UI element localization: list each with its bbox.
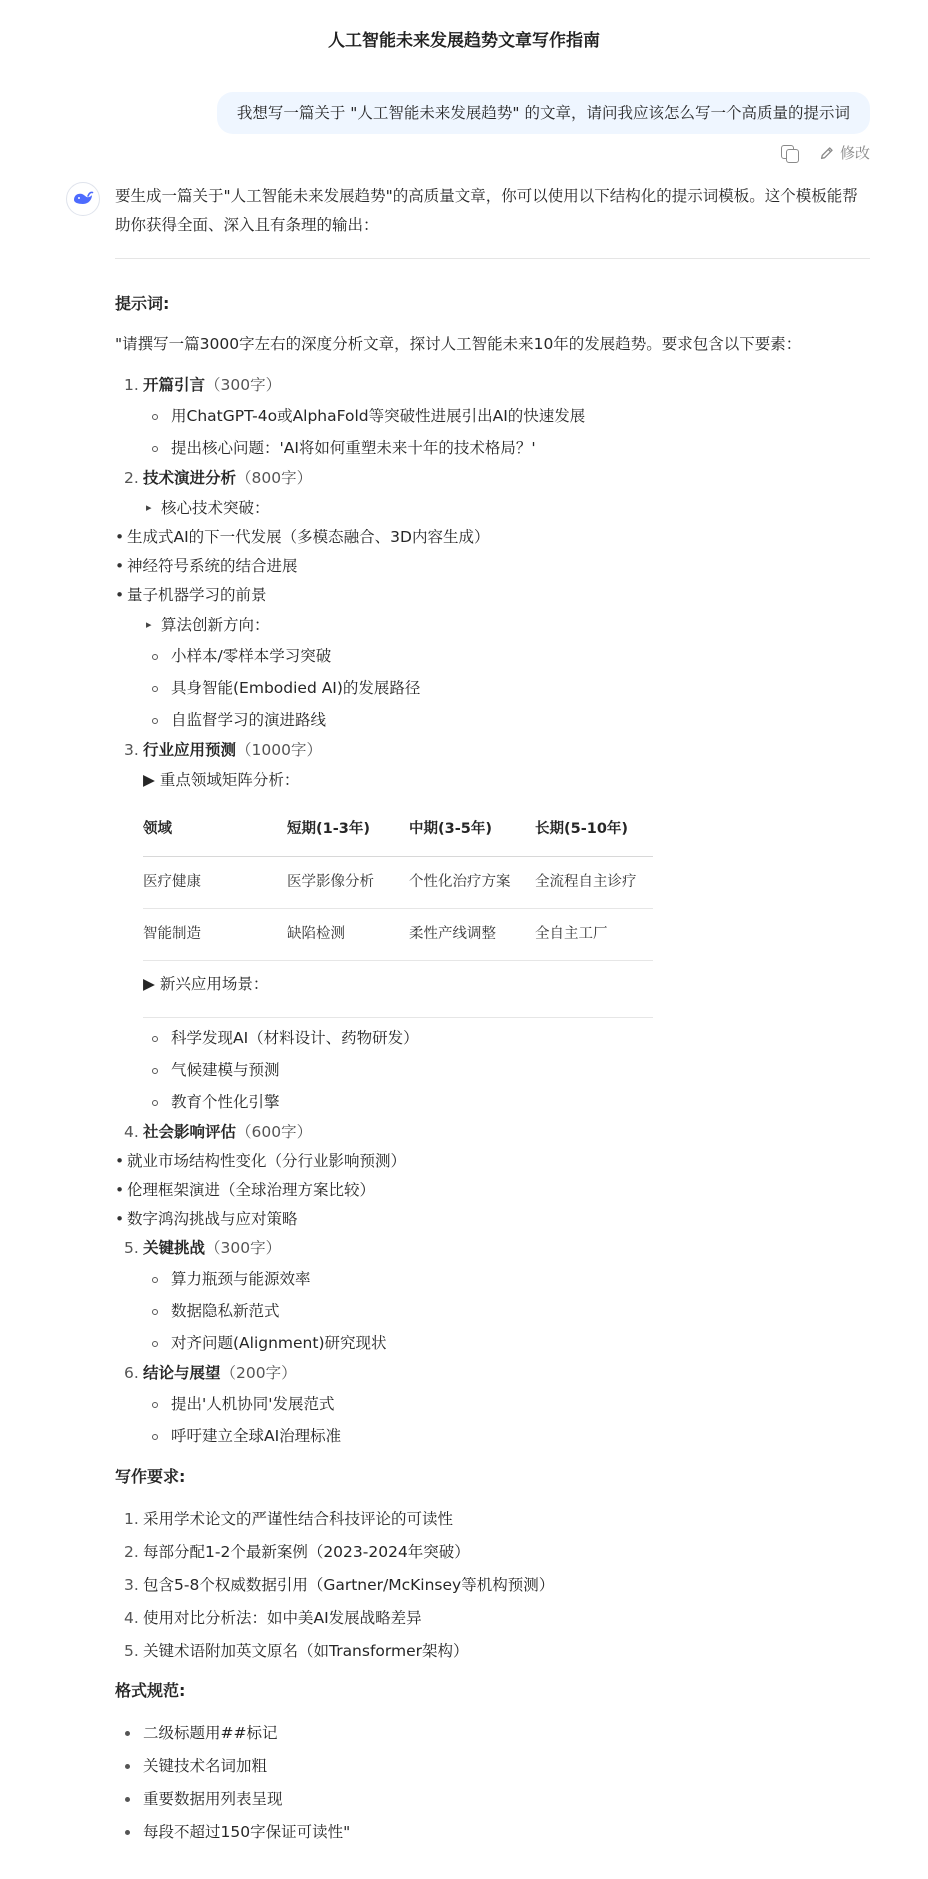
section-number: 3. [124, 741, 139, 759]
answer-intro: 要生成一篇关于"人工智能未来发展趋势"的高质量文章，你可以使用以下结构化的提示词模板。这个模板能帮助你获得全面、深入且有条理的输出： [115, 187, 858, 234]
table-header: 短期(1-3年) [287, 805, 409, 857]
matrix-label: ▶ 重点领域矩阵分析： [143, 771, 300, 789]
item-text: 使用对比分析法：如中美AI发展战略差异 [143, 1609, 422, 1627]
outline-section [115, 464, 870, 736]
edit-button[interactable] [818, 142, 870, 163]
section-title: 关键挑战 [143, 1239, 206, 1257]
table-cell: 智能制造 [143, 909, 287, 961]
list-item: 科学发现AI（材料设计、药物研发） [143, 1022, 653, 1054]
section-number: 1. [124, 376, 139, 394]
edit-label: 修改 [839, 144, 870, 162]
item-text: 采用学术论文的严谨性结合科技评论的可读性 [143, 1510, 454, 1528]
subgroup-label: ▸ 算法创新方向： [143, 610, 870, 640]
table-header-row [143, 805, 653, 857]
domain-matrix-table [143, 805, 653, 961]
user-message: 我想写一篇关于 "人工智能未来发展趋势" 的文章，请问我应该怎么写一个高质量的提示词 [217, 92, 870, 134]
prompt-opening: "请撰写一篇3000字左右的深度分析文章，探讨人工智能未来10年的发展趋势。要求包含以下要素： [115, 335, 802, 353]
table-row [143, 909, 653, 961]
item-number: 4. [124, 1609, 139, 1627]
list-item: 提出核心问题：'AI将如何重塑未来十年的技术格局？' [143, 432, 870, 464]
list-item: 数据隐私新范式 [143, 1295, 870, 1327]
outline-section [115, 1118, 870, 1234]
section-number: 4. [124, 1123, 139, 1141]
list-item [115, 1503, 870, 1536]
table-cell: 个性化治疗方案 [409, 857, 535, 909]
outline-section [115, 371, 870, 464]
section-wordcount: （600字） [236, 1123, 313, 1141]
item-text: 包含5-8个权威数据引用（Gartner/McKinsey等机构预测） [143, 1576, 555, 1594]
table-row [143, 857, 653, 909]
table-cell: 全流程自主诊疗 [535, 857, 653, 909]
list-item [115, 1536, 870, 1569]
section-number: 5. [124, 1239, 139, 1257]
list-item: • 生成式AI的下一代发展（多模态融合、3D内容生成） [115, 523, 870, 552]
item-number: 3. [124, 1576, 139, 1594]
list-item: • 数字鸿沟挑战与应对策略 [115, 1205, 870, 1234]
list-item: 对齐问题(Alignment)研究现状 [143, 1327, 870, 1359]
emerging-list [143, 1017, 653, 1118]
assistant-answer [115, 182, 870, 1849]
list-item: 重要数据用列表呈现 [115, 1783, 870, 1816]
message-actions [780, 142, 870, 163]
list-item [115, 1602, 870, 1635]
item-text: 关键术语附加英文原名（如Transformer架构） [143, 1642, 469, 1660]
list-item: 气候建模与预测 [143, 1054, 653, 1086]
table-cell: 全自主工厂 [535, 909, 653, 961]
copy-icon[interactable] [780, 144, 798, 162]
section-title: 社会影响评估 [143, 1123, 237, 1141]
subgroup-label: ▸ 核心技术突破： [143, 493, 870, 523]
pencil-icon [818, 144, 836, 162]
assistant-avatar [66, 182, 100, 216]
conversation-title: 人工智能未来发展趋势文章写作指南 [328, 31, 600, 51]
list-item: 小样本/零样本学习突破 [143, 640, 870, 672]
list-item: 自监督学习的演进路线 [143, 704, 870, 736]
table-header: 领域 [143, 805, 287, 857]
outline-section [115, 1359, 870, 1452]
section-number: 2. [124, 469, 139, 487]
outline-section [115, 1234, 870, 1359]
item-number: 1. [124, 1510, 139, 1528]
list-item: • 就业市场结构性变化（分行业影响预测） [115, 1147, 870, 1176]
outline-list [115, 371, 870, 1452]
table-header: 中期(3-5年) [409, 805, 535, 857]
format-heading: 格式规范: [115, 1681, 186, 1700]
list-item: 具身智能(Embodied AI)的发展路径 [143, 672, 870, 704]
section-wordcount: （1000字） [236, 741, 322, 759]
list-item [115, 1569, 870, 1602]
item-number: 5. [124, 1642, 139, 1660]
list-item: 二级标题用##标记 [115, 1717, 870, 1750]
table-cell: 医疗健康 [143, 857, 287, 909]
section-wordcount: （300字） [205, 376, 282, 394]
list-item: 用ChatGPT-4o或AlphaFold等突破性进展引出AI的快速发展 [143, 400, 870, 432]
format-spec-list [115, 1717, 870, 1849]
list-item: 每段不超过150字保证可读性" [115, 1816, 870, 1849]
section-title: 开篇引言 [143, 376, 206, 394]
prompt-heading: 提示词: [115, 294, 170, 313]
item-text: 每部分配1-2个最新案例（2023-2024年突破） [143, 1543, 470, 1561]
writing-requirements-list [115, 1503, 870, 1668]
section-title: 行业应用预测 [143, 741, 237, 759]
section-wordcount: （300字） [205, 1239, 282, 1257]
outline-section [115, 736, 870, 1118]
table-cell: 柔性产线调整 [409, 909, 535, 961]
table-cell: 医学影像分析 [287, 857, 409, 909]
writing-heading: 写作要求: [115, 1467, 186, 1486]
list-item: 教育个性化引擎 [143, 1086, 653, 1118]
divider [115, 258, 870, 259]
list-item: 呼吁建立全球AI治理标准 [143, 1420, 870, 1452]
item-number: 2. [124, 1543, 139, 1561]
list-item: • 神经符号系统的结合进展 [115, 552, 870, 581]
list-item: 关键技术名词加粗 [115, 1750, 870, 1783]
list-item: 算力瓶颈与能源效率 [143, 1263, 870, 1295]
section-wordcount: （200字） [220, 1364, 297, 1382]
emerging-label: ▶ 新兴应用场景： [143, 975, 269, 993]
section-title: 技术演进分析 [143, 469, 237, 487]
section-number: 6. [124, 1364, 139, 1382]
section-wordcount: （800字） [236, 469, 313, 487]
table-header: 长期(5-10年) [535, 805, 653, 857]
list-item: • 伦理框架演进（全球治理方案比较） [115, 1176, 870, 1205]
list-item [115, 1635, 870, 1668]
table-cell: 缺陷检测 [287, 909, 409, 961]
list-item: 提出'人机协同'发展范式 [143, 1388, 870, 1420]
section-title: 结论与展望 [143, 1364, 221, 1382]
whale-logo-icon [71, 187, 95, 211]
list-item: • 量子机器学习的前景 [115, 581, 870, 610]
